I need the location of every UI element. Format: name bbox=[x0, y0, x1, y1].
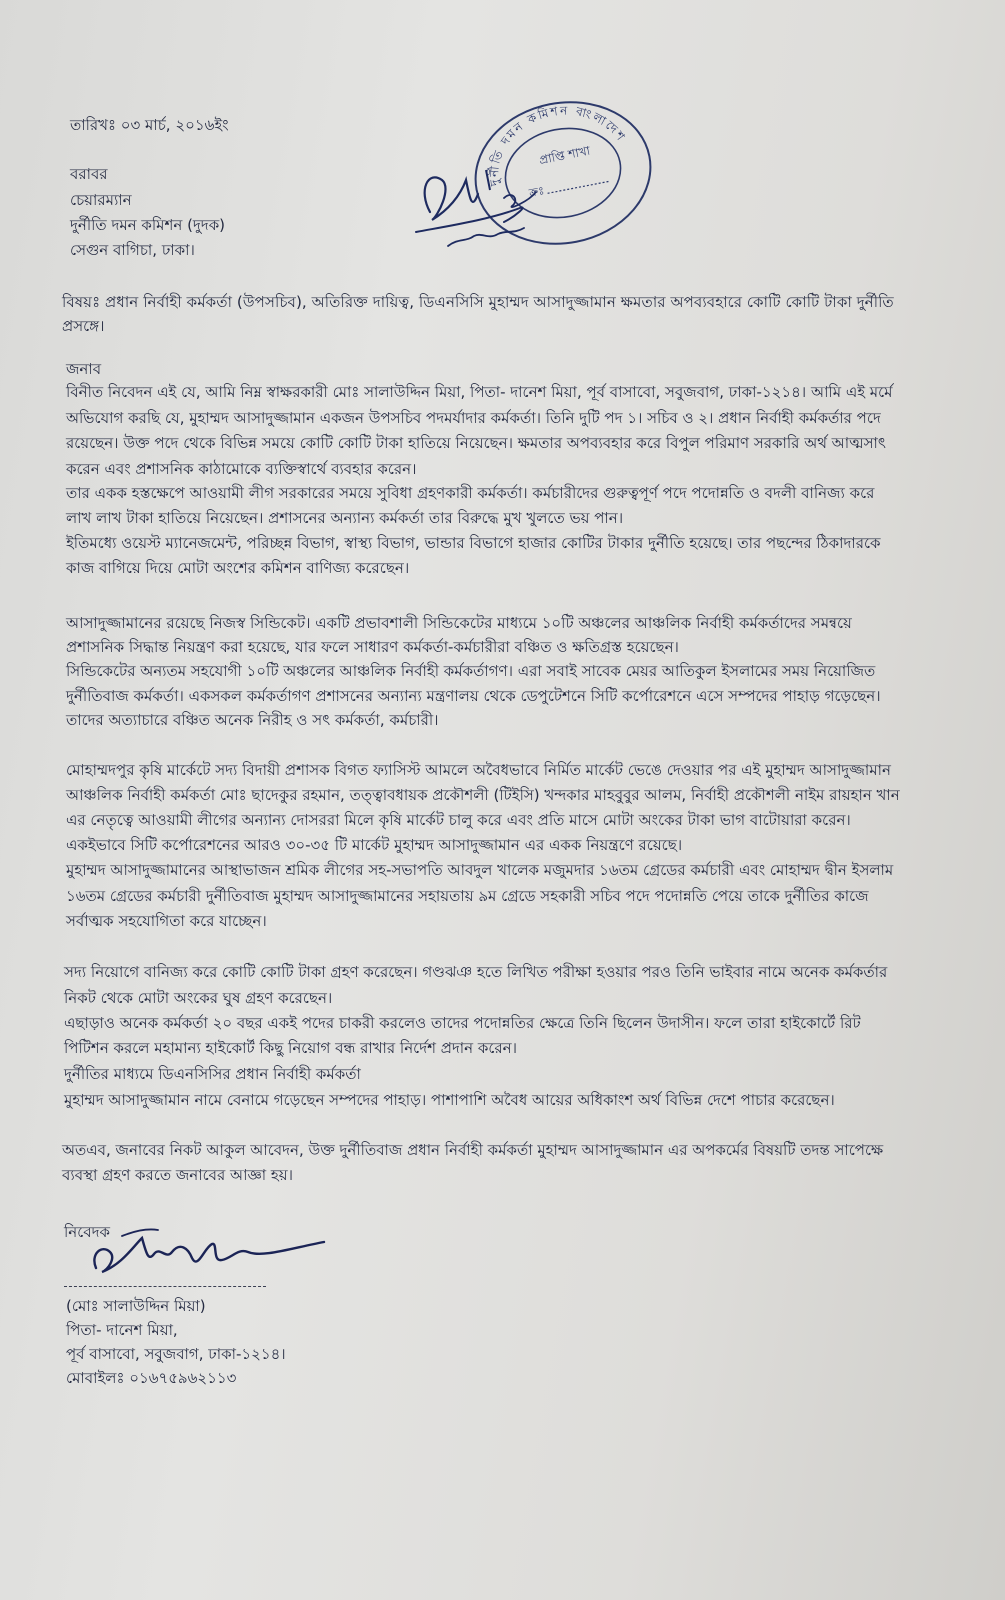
body-line: আঞ্চলিক নির্বাহী কর্মকর্তা মোঃ ছাদেকুর রহমান, তত্ত্বাবধায়ক প্রকৌশলী (টিইসি) খন্দকার মাহবুবুর আলম, নির্বাহী প্রকৌশলী নাইম রায়হান খান bbox=[66, 786, 900, 804]
body-line: দুর্নীতিবাজ কর্মকর্তা। একসকল কর্মকর্তাগণ প্রশাসনের অন্যান্য মন্ত্রণালয় থেকে ডেপুটেশনে সিটি কর্পোরেশনে এসে সম্পদের পাহাড় গড়েছেন। bbox=[66, 687, 881, 705]
body-line: মোহাম্মদপুর কৃষি মার্কেটে সদ্য বিদায়ী প্রশাসক বিগত ফ্যাসিস্ট আমলে অবৈধভাবে নির্মিত মার্কেট ভেঙে দেওয়ার পর এই মুহাম্মদ আসাদুজ্জামান bbox=[66, 761, 891, 779]
body-line: অভিযোগ করছি যে, মুহাম্মদ আসাদুজ্জামান একজন উপসচিব পদমর্যাদার কর্মকর্তা। তিনি দুটি পদ ১। সচিব ও ২। প্রধান নির্বাহী কর্মকর্তার পদে bbox=[66, 409, 881, 427]
receiver-signature bbox=[408, 150, 558, 255]
body-line: এর নেতৃত্বে আওয়ামী লীগের অন্যান্য দোসররা মিলে কৃষি মার্কেট চালু করে এবং প্রতি মাসে মোটা অংকের টাকা ভাগ বাটোয়ারা করেন। bbox=[66, 811, 851, 829]
body-line: নিকট থেকে মোটা অংকের ঘুষ গ্রহণ করেছেন। bbox=[64, 989, 333, 1007]
stamp-center-text: প্রাপ্তি শাখা bbox=[538, 143, 592, 168]
signer-father: পিতা- দানেশ মিয়া, bbox=[66, 1321, 178, 1339]
subject-line: প্রসঙ্গে। bbox=[62, 317, 105, 335]
applicant-signature bbox=[62, 1218, 332, 1278]
letter-date: তারিখঃ ০৩ মার্চ, ২০১৬ইং bbox=[70, 116, 229, 134]
stamp-line-label: ক্রঃ bbox=[528, 184, 546, 200]
body-line: করেন এবং প্রশাসনিক কাঠামোকে ব্যক্তিস্বার্থে ব্যবহার করেন। bbox=[66, 460, 417, 478]
body-line: ব্যবস্থা গ্রহণ করতে জনাবের আজ্ঞা হয়। bbox=[62, 1166, 294, 1184]
body-line: কাজ বাগিয়ে দিয়ে মোটা অংশের কমিশন বাণিজ্য করেছেন। bbox=[66, 559, 410, 577]
body-line: সদ্য নিয়োগে বানিজ্য করে কোটি কোটি টাকা গ্রহণ করেছেন। গণ্ডঝঞ হতে লিখিত পরীক্ষা হওয়ার পরও তিনি ভাইবার নামে অনেক কর্মকর্তার bbox=[64, 963, 888, 981]
signer-address: পূর্ব বাসাবো, সবুজবাগ, ঢাকা-১২১৪। bbox=[66, 1345, 286, 1363]
body-line: লাখ লাখ টাকা হাতিয়ে নিয়েছেন। প্রশাসনের অন্যান্য কর্মকর্তা তার বিরুদ্ধে মুখ খুলতে ভয় পান। bbox=[66, 509, 624, 527]
signer-name: (মোঃ সালাউদ্দিন মিয়া) bbox=[66, 1297, 206, 1315]
body-line: রয়েছেন। উক্ত পদে থেকে বিভিন্ন সময়ে কোটি কোটি টাকা হাতিয়ে নিয়েছেন। ক্ষমতার অপব্যবহার করে বিপুল পরিমাণ সরকারি অর্থ আত্মসাৎ bbox=[66, 434, 886, 452]
body-line: দুর্নীতির মাধ্যমে ডিএনসিসির প্রধান নির্বাহী কর্মকর্তা bbox=[64, 1065, 361, 1083]
body-line: এছাড়াও অনেক কর্মকর্তা ২০ বছর একই পদের চাকরী করলেও তাদের পদোন্নতির ক্ষেত্রে তিনি ছিলেন উদাসীন। ফলে তারা হাইকোর্টে রিট bbox=[64, 1014, 861, 1032]
body-line: মুহাম্মদ আসাদুজ্জামান নামে বেনামে গড়েছেন সম্পদের পাহাড়। পাশাপাশি অবৈধ আয়ের অধিকাংশ অর্থ বিভিন্ন দেশে পাচার করেছেন। bbox=[64, 1091, 835, 1109]
stamp-ring-text: দুর্নীতি দমন কমিশন বাংলাদেশ bbox=[486, 103, 629, 187]
body-line: তাদের অত্যাচারে বঞ্চিত অনেক নিরীহ ও সৎ কর্মকর্তা, কর্মচারী। bbox=[66, 711, 439, 729]
body-line: সিন্ডিকেটের অন্যতম সহযোগী ১০টি অঞ্চলের আঞ্চলিক নির্বাহী কর্মকর্তাগণ। এরা সবাই সাবেক মেয়র আতিকুল ইসলামের সময় নিয়োজিত bbox=[66, 662, 876, 680]
subject-line: বিষয়ঃ প্রধান নির্বাহী কর্মকর্তা (উপসচিব), অতিরিক্ত দায়িত্ব, ডিএনসিসি মুহাম্মদ আসাদুজ্জামান ক্ষমতার অপব্যবহারে কোটি কোটি টাকা দুর্নীতি bbox=[62, 293, 894, 311]
signature-rule bbox=[64, 1286, 266, 1288]
signature-label: নিবেদক bbox=[64, 1223, 110, 1241]
body-line: পিটিশন করলে মহামান্য হাইকোর্ট কিছু নিয়োগ বন্ধ রাখার নির্দেশ প্রদান করেন। bbox=[64, 1039, 517, 1057]
body-line: প্রশাসনিক সিদ্ধান্ত নিয়ন্ত্রণ করা হয়েছে, যার ফলে সাধারণ কর্মকর্তা-কর্মচারীরা বঞ্চিত ও ক্ষতিগ্রস্ত হয়েছেন। bbox=[66, 638, 679, 656]
addressee-line: বরাবর bbox=[70, 165, 108, 183]
body-line: আসাদুজ্জামানের রয়েছে নিজস্ব সিন্ডিকেট। একটি প্রভাবশালী সিন্ডিকেটের মাধ্যমে ১০টি অঞ্চলের আঞ্চলিক নির্বাহী কর্মকর্তাদের সমন্বয়ে bbox=[66, 614, 852, 632]
body-line: মুহাম্মদ আসাদুজ্জামানের আস্থাভাজন শ্রমিক লীগের সহ-সভাপতি আবদুল খালেক মজুমদার ১৬তম গ্রেডের কর্মচারী এবং মোহাম্মদ দ্বীন ইসলাম bbox=[66, 861, 894, 879]
body-line: ইতিমধ্যে ওয়েস্ট ম্যানেজমেন্ট, পরিচ্ছন্ন বিভাগ, স্বাস্থ্য বিভাগ, ভান্ডার বিভাগে হাজার কোটির টাকার দুর্নীতি হয়েছে। তার পছন্দের ঠিকাদারকে bbox=[66, 534, 881, 552]
addressee-line: চেয়ারম্যান bbox=[70, 191, 132, 209]
body-line: একইভাবে সিটি কর্পোরেশনের আরও ৩০-৩৫ টি মার্কেট মুহাম্মদ আসাদুজ্জামান এর একক নিয়ন্ত্রণে রয়েছে। bbox=[66, 836, 683, 854]
body-line: তার একক হস্তক্ষেপে আওয়ামী লীগ সরকারের সময়ে সুবিধা গ্রহণকারী কর্মকর্তা। কর্মচারীদের গুরুত্বপূর্ণ পদে পদোন্নতি ও বদলী বানিজ্য করে bbox=[66, 484, 875, 502]
body-line: সর্বাত্মক সহযোগিতা করে যাচ্ছেন। bbox=[66, 912, 267, 930]
body-line: বিনীত নিবেদন এই যে, আমি নিম্ন স্বাক্ষরকারী মোঃ সালাউদ্দিন মিয়া, পিতা- দানেশ মিয়া, পূর্ব বাসাবো, সবুজবাগ, ঢাকা-১২১৪। আমি এই মর্মে bbox=[66, 383, 893, 401]
body-line: ১৬তম গ্রেডের কর্মচারী দুর্নীতিবাজ মুহাম্মদ আসাদুজ্জামানের সহায়তায় ৯ম গ্রেডে সহকারী সচিব পদে পদোন্নতি পেয়ে তাকে দুর্নীতির কাজে bbox=[66, 887, 869, 905]
addressee-line: দুর্নীতি দমন কমিশন (দুদক) bbox=[70, 216, 226, 234]
salutation: জনাব bbox=[66, 360, 102, 378]
signer-mobile: মোবাইলঃ ০১৬৭৫৯৬২১১৩ bbox=[66, 1369, 237, 1387]
addressee-line: সেগুন বাগিচা, ঢাকা। bbox=[70, 241, 195, 259]
body-line: অতএব, জনাবের নিকট আকুল আবেদন, উক্ত দুর্নীতিবাজ প্রধান নির্বাহী কর্মকর্তা মুহাম্মদ আসাদুজ্জামান এর অপকর্মের বিষয়টি তদন্ত সাপেক্ষে bbox=[62, 1141, 884, 1159]
